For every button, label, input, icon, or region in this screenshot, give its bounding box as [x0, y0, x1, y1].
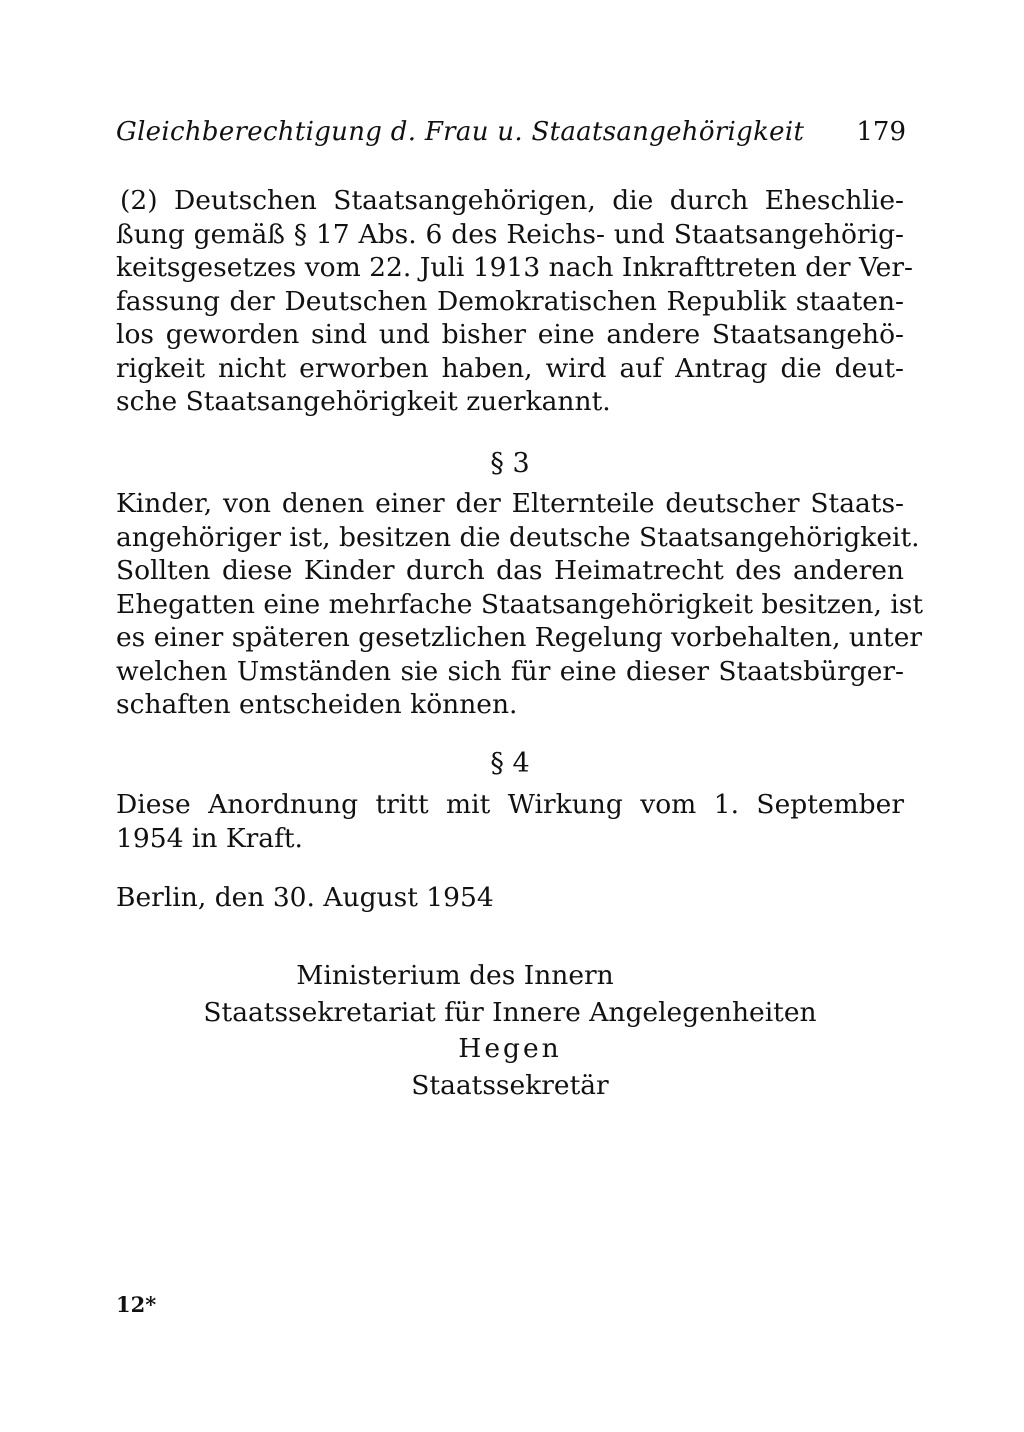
- paragraph-line: welchen Umständen sie sich für eine dieser Staatsbürger-: [116, 655, 904, 687]
- paragraph-line: Sollten diese Kinder durch das Heimatrecht des anderen: [116, 555, 904, 586]
- section-4-body: [116, 788, 904, 855]
- signatory-title: Staatssekretär: [411, 1069, 609, 1101]
- section-4-heading: § 4: [490, 748, 530, 779]
- paragraph-line: sche Staatsangehörigkeit zuerkannt.: [116, 386, 611, 417]
- paragraph-line: (2) Deutschen Staatsangehörigen, die durch Eheschlie-: [120, 185, 904, 216]
- ministry-name: Ministerium des Innern: [296, 960, 614, 991]
- paragraph-2: [116, 184, 913, 419]
- paragraph-line: Kinder, von denen einer der Elternteile deutscher Staats-: [116, 488, 904, 519]
- paragraph-line: rigkeit nicht erworben haben, wird auf Antrag die deut-: [116, 352, 904, 384]
- signature-block: [116, 958, 904, 1104]
- paragraph-line: schaften entscheiden können.: [116, 689, 518, 720]
- secretariat-name: Staatssekretariat für Innere Angelegenheiten: [203, 996, 817, 1028]
- paragraph-line: ßung gemäß § 17 Abs. 6 des Reichs- und Staatsangehörig-: [116, 218, 904, 250]
- paragraph-line: angehöriger ist, besitzen die deutsche Staatsangehörigkeit.: [116, 521, 920, 553]
- page-number: 179: [856, 117, 906, 147]
- paragraph-line: Diese Anordnung tritt mit Wirkung vom 1. September: [116, 789, 904, 820]
- paragraph-line: 1954 in Kraft.: [116, 822, 303, 854]
- paragraph-line: los geworden sind und bisher eine andere Staatsangehö-: [116, 319, 904, 350]
- sheet-signature: 12*: [116, 1292, 157, 1317]
- signatory-name: Hegen: [458, 1033, 562, 1064]
- section-3-heading: § 3: [490, 448, 530, 479]
- paragraph-line: es einer späteren gesetzlichen Regelung vorbehalten, unter: [116, 622, 923, 653]
- place-and-date: Berlin, den 30. August 1954: [116, 882, 494, 913]
- section-3-body: [116, 487, 924, 722]
- paragraph-line: keitsgesetzes vom 22. Juli 1913 nach Inkrafttreten der Ver-: [116, 252, 913, 283]
- paragraph-line: fassung der Deutschen Demokratischen Republik staaten-: [116, 285, 904, 317]
- page-header: [116, 112, 906, 156]
- paragraph-line: Ehegatten eine mehrfache Staatsangehörigkeit besitzen, ist: [116, 588, 924, 620]
- running-title: Gleichberechtigung d. Frau u. Staatsangehörigkeit: [116, 117, 805, 147]
